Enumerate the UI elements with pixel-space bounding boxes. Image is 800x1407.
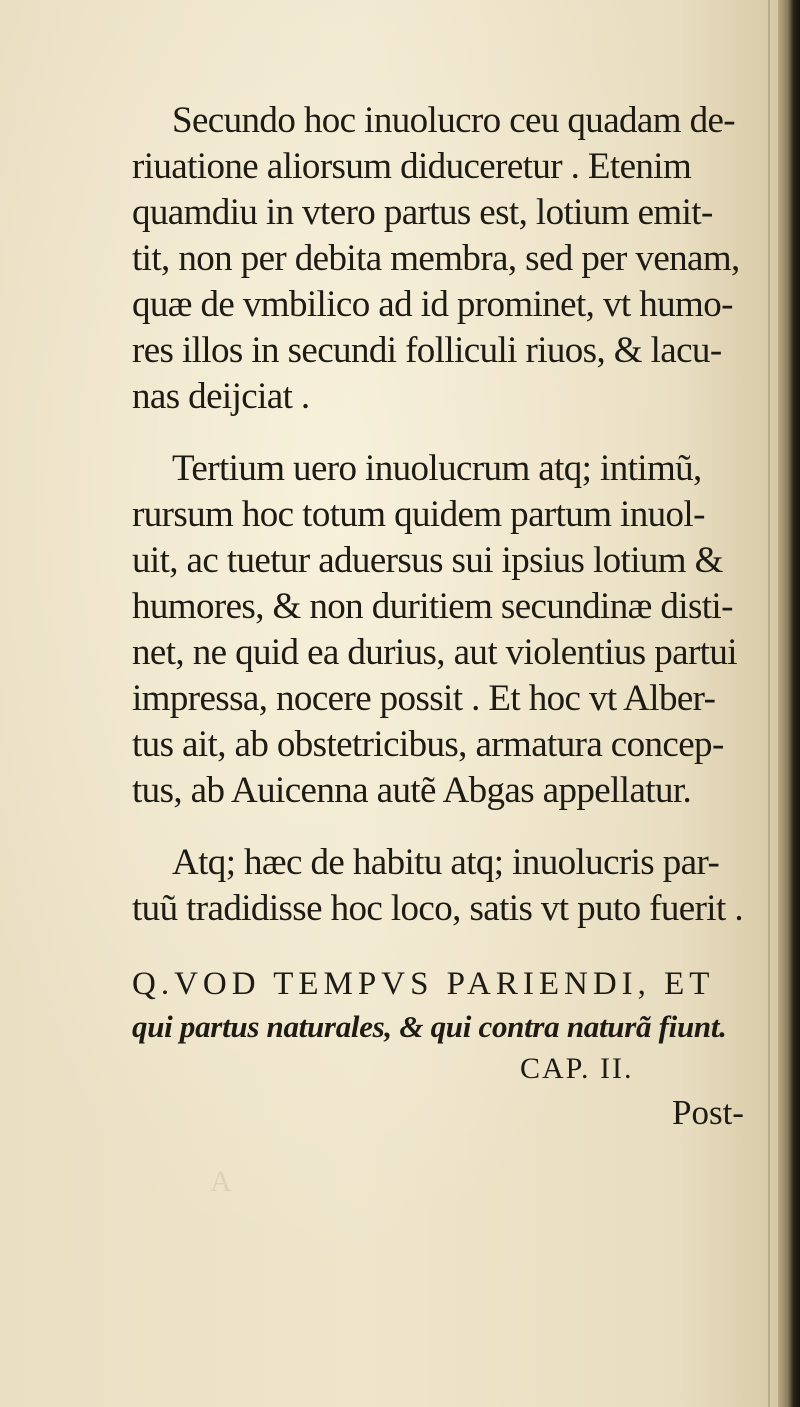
chapter-heading	[132, 962, 772, 1136]
text-line: riuatione aliorsum diduceretur . Etenim	[132, 146, 692, 187]
heading-italic-line: qui partus naturales, & qui contra naturã fiunt.	[132, 1009, 727, 1044]
paragraph-2	[132, 446, 772, 814]
binding-gutter	[778, 0, 800, 1407]
paragraph-1	[132, 98, 772, 420]
paragraph-gap	[132, 814, 772, 840]
text-line: humores, & non duritiem secundinæ disti-	[132, 586, 733, 627]
heading-caps-line: Q.VOD TEMPVS PARIENDI, ET	[132, 966, 715, 1002]
text-line: tus ait, ab obstetricibus, armatura concep-	[132, 724, 724, 765]
text-line: tuũ tradidisse hoc loco, satis vt puto fuerit .	[132, 888, 743, 929]
text-line: Tertium uero inuolucrum atq; intimũ,	[172, 448, 702, 489]
text-line: Atq; hæc de habitu atq; inuolucris par-	[172, 842, 720, 883]
paragraph-gap	[132, 420, 772, 446]
text-line: tus, ab Auicenna autẽ Abgas appellatur.	[132, 770, 692, 811]
text-line: quæ de vmbilico ad id prominet, vt humo-	[132, 284, 733, 325]
text-line: impressa, nocere possit . Et hoc vt Alber-	[132, 678, 716, 719]
text-line: nas deijciat .	[132, 376, 310, 417]
text-line: quamdiu in vtero partus est, lotium emit-	[132, 192, 713, 233]
paragraph-3	[132, 840, 772, 932]
text-line: uit, ac tuetur aduersus sui ipsius lotium &	[132, 540, 723, 581]
text-line: res illos in secundi folliculi riuos, & lacu-	[132, 330, 722, 371]
main-text	[132, 98, 772, 932]
catchword: Post-	[672, 1093, 744, 1132]
text-line: Secundo hoc inuolucro ceu quadam de-	[172, 100, 736, 141]
text-line: rursum hoc totum quidem partum inuol-	[132, 494, 705, 535]
text-line: net, ne quid ea durius, aut violentius partui	[132, 632, 737, 673]
text-line: tit, non per debita membra, sed per venam,	[132, 238, 740, 279]
chapter-number: CAP. II.	[520, 1052, 634, 1085]
show-through-mark: A	[210, 1165, 232, 1198]
